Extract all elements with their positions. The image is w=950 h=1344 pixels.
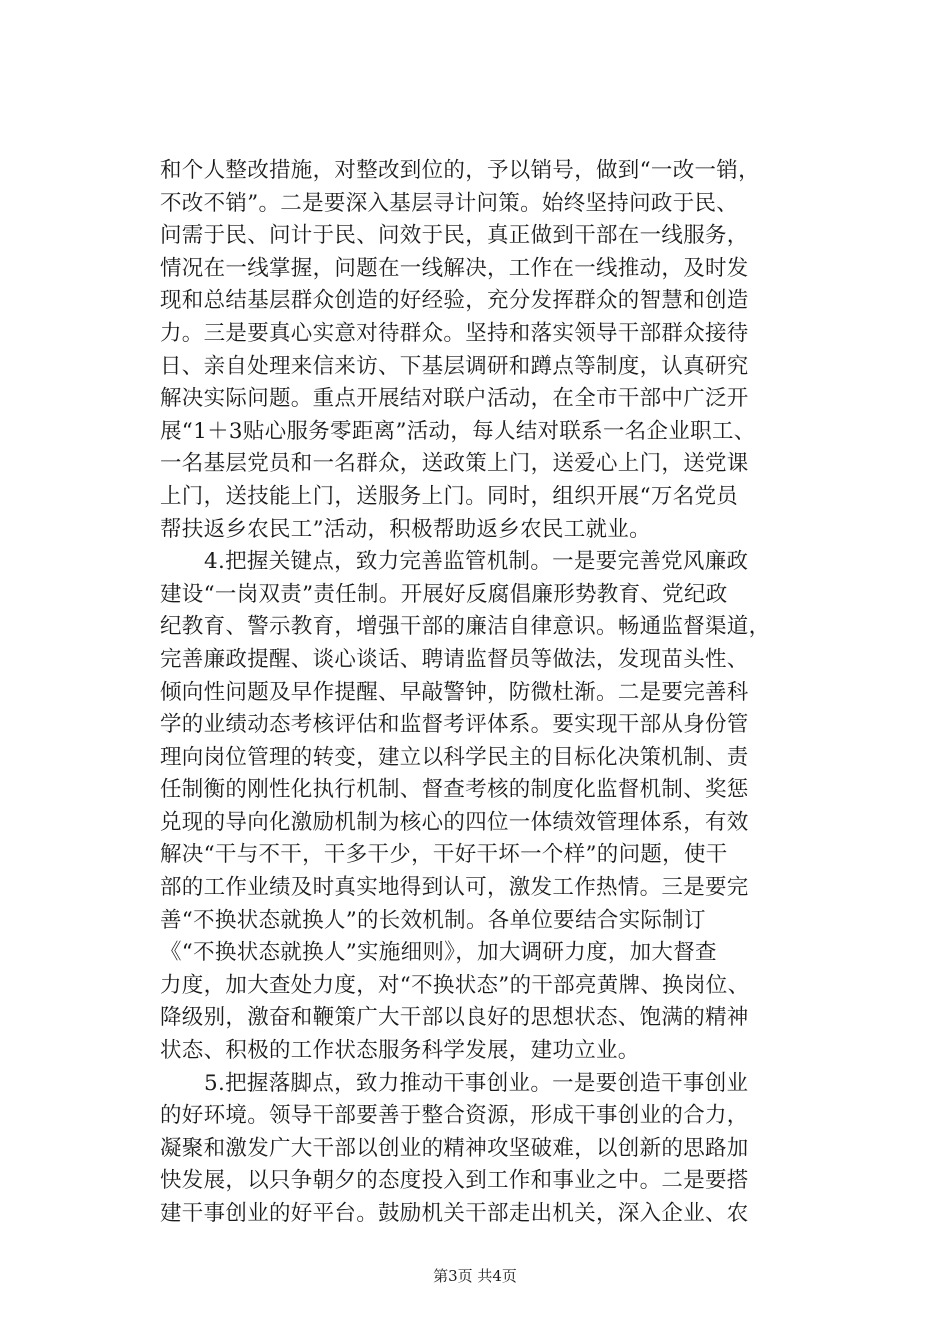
text-line: 展“1＋3贴心服务零距离”活动，每人结对联系一名企业职工、 [160,418,756,444]
paragraph-first-line: 4.把握关键点，致力完善监管机制。一是要完善党风廉政 [204,549,749,575]
text-line: 一名基层党员和一名群众，送政策上门，送爱心上门，送党课 [160,451,749,477]
text-line: 情况在一线掌握，问题在一线解决，工作在一线推动，及时发 [160,255,749,281]
document-body [160,155,840,1231]
text-line: 日、亲自处理来信来访、下基层调研和蹲点等制度，认真研究 [160,353,749,379]
text-line: 力度，加大查处力度，对“不换状态”的干部亮黄牌、换岗位、 [160,972,750,998]
text-line: 完善廉政提醒、谈心谈话、聘请监督员等做法，发现苗头性、 [160,646,749,672]
text-line: 现和总结基层群众创造的好经验，充分发挥群众的智慧和创造 [160,288,749,314]
text-line: 部的工作业绩及时真实地得到认可，激发工作热情。三是要完 [160,875,749,901]
text-line: 快发展，以只争朝夕的态度投入到工作和事业之中。二是要搭 [160,1168,749,1194]
text-line: 解决“干与不干，干多干少，干好干坏一个样”的问题，使干 [160,842,728,868]
paragraph-first-line: 5.把握落脚点，致力推动干事创业。一是要创造干事创业 [204,1070,749,1096]
text-line: 凝聚和激发广大干部以创业的精神攻坚破难，以创新的思路加 [160,1135,749,1161]
text-line: 学的业绩动态考核评估和监督考评体系。要实现干部从身份管 [160,712,749,738]
text-line: 兑现的导向化激励机制为核心的四位一体绩效管理体系，有效 [160,809,749,835]
text-line: 倾向性问题及早作提醒、早敲警钟，防微杜渐。二是要完善科 [160,679,749,705]
text-line: 建干事创业的好平台。鼓励机关干部走出机关，深入企业、农 [160,1201,749,1226]
text-line: 不改不销”。二是要深入基层寻计问策。始终坚持问政于民、 [160,190,739,216]
text-line: 力。三是要真心实意对待群众。坚持和落实领导干部群众接待 [160,320,749,346]
text-line: 理向岗位管理的转变，建立以科学民主的目标化决策机制、责 [160,744,749,770]
text-line: 降级别，激奋和鞭策广大干部以良好的思想状态、饱满的精神 [160,1005,749,1031]
page-footer: 第3页 共4页 [433,1267,517,1285]
text-line: 帮扶返乡农民工”活动，积极帮助返乡农民工就业。 [160,516,651,542]
text-line: 任制衡的刚性化执行机制、督查考核的制度化监督机制、奖惩 [160,777,749,803]
text-line: 《“不换状态就换人”实施细则》，加大调研力度，加大督查 [160,940,717,966]
text-line: 善“不换状态就换人”的长效机制。各单位要结合实际制订 [160,907,706,933]
text-line: 解决实际问题。重点开展结对联户活动，在全市干部中广泛开 [160,386,749,412]
text-line: 和个人整改措施，对整改到位的，予以销号，做到“一改一销， [160,158,760,183]
text-line: 问需于民、问计于民、问效于民，真正做到干部在一线服务， [160,223,749,249]
text-line: 的好环境。领导干部要善于整合资源，形成干事创业的合力， [160,1103,749,1129]
text-line: 建设“一岗双责”责任制。开展好反腐倡廉形势教育、党纪政 [160,581,728,607]
text-line: 状态、积极的工作状态服务科学发展，建功立业。 [160,1038,640,1064]
text-line: 纪教育、警示教育，增强干部的廉洁自律意识。畅通监督渠道， [160,614,771,640]
text-line: 上门，送技能上门，送服务上门。同时，组织开展“万名党员 [160,483,739,509]
